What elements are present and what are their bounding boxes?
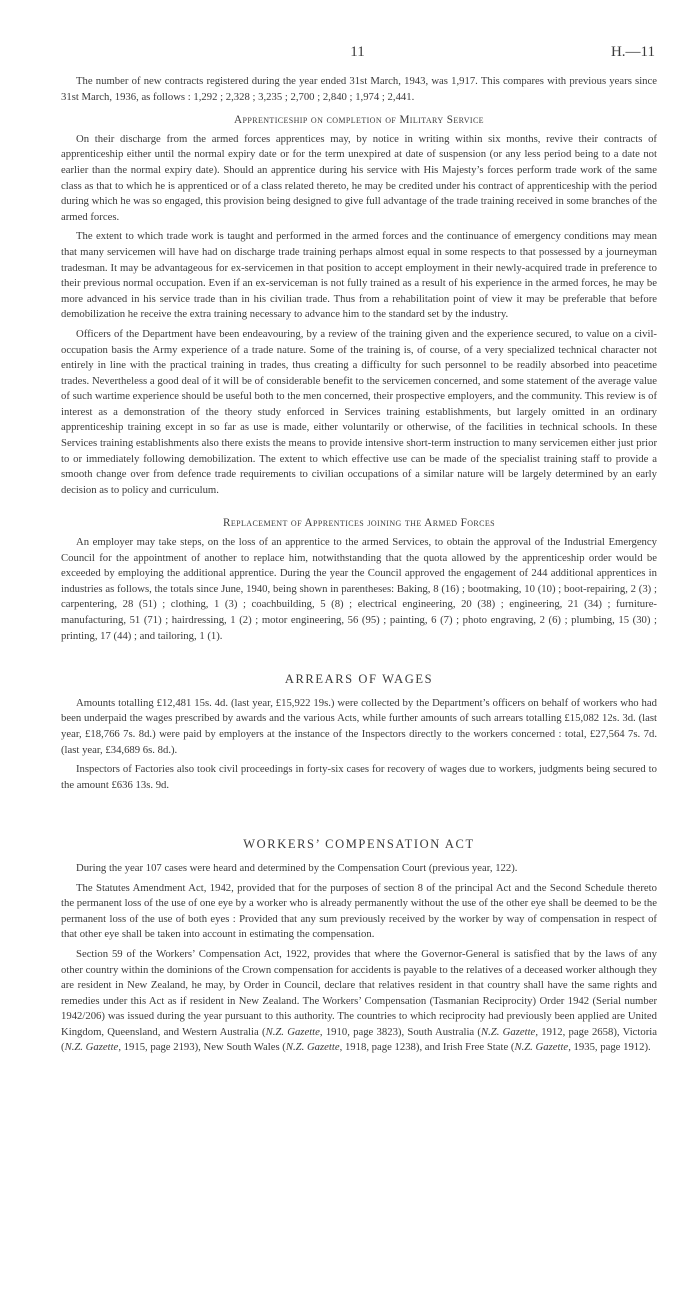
gazette-citation: N.Z. Gazette	[285, 1041, 340, 1054]
paragraph: During the year 107 cases were heard and determined by the Compensation Court (previous year, 122).	[76, 861, 518, 874]
paragraph: Inspectors of Factories also took civil proceedings in forty-six cases for recovery of wages due to workers, judgments being secured to the amount £636 13s. 9d.	[61, 763, 657, 791]
page-number: 11	[350, 44, 365, 60]
gazette-citation: N.Z. Gazette	[265, 1025, 320, 1038]
paragraph-reciprocity	[61, 947, 657, 1056]
text-run: , 1915, page 2193), New South Wales (	[118, 1041, 286, 1054]
page-body	[61, 74, 657, 1056]
text-run: , 1910, page 3823), South Australia (	[319, 1025, 481, 1038]
contracts-paragraph: The number of new contracts registered during the year ended 31st March, 1943, was 1,917. This compares with previous years since 31st March, 1936, as follows : 1,292 ; 2,328 ; 3,235 ; 2,700 ; 2,840 ; 1,974 ; 2,441.	[61, 75, 657, 103]
paragraph: Officers of the Department have been endeavouring, by a review of the training given and the experience secured, to value on a civil-occupation basis the Army experience of a trade nature. Some of the training is, of course, of a very specialized technical character not entirely in line with the practical training in trades, thus creating a difficulty for such personnel to be readily absorbed into peacetime trades. Nevertheless a good deal of it will be of considerable benefit to the servicemen concerned, and some statement of the average value of such wartime experience should be useful both to the men concerned, their prospective employers, and the community. This review is of interest as a demonstration of the theory study enforced in Services training establishments, but largely omitted in an ordinary apprenticeship training except in so far as use is made, either voluntarily or otherwise, of the facilities in technical schools. In these Services training establishments also there exists the means to provide intensive short-term instruction to many servicemen either just prior to or immediately following demobilization. The extent to which effective use can be made of the specialist training staff to provide a smooth change over from defence trade requirements to civilian occupations of a similar nature will be largely determined by an early decision as to policy and curriculum.	[61, 327, 657, 496]
page-header	[60, 44, 655, 64]
gazette-citation: N.Z. Gazette	[514, 1041, 569, 1054]
gazette-citation: N.Z. Gazette	[64, 1041, 119, 1054]
paragraph: Amounts totalling £12,481 15s. 4d. (last year, £15,922 19s.) were collected by the Department’s officers on behalf of workers who had been underpaid the wages prescribed by awards and the various Acts, while further amounts of such arrears totalling £15,082 12s. 3d. (last year, £18,766 7s. 8d.) were paid by employers at the instance of the Inspectors directly to the workers concerned : total, £27,564 7s. 7d. (last year, £34,689 6s. 8d.).	[61, 696, 657, 756]
section-heading-workers-compensation: WORKERS’ COMPENSATION ACT	[243, 837, 475, 852]
paragraph: On their discharge from the armed forces apprentices may, by notice in writing within six months, revive their contracts of apprenticeship either until the normal expiry date or for the term unexpired at date of suspension (or any less period being to a date not earlier than the normal expiry date). Should an apprentice during his service with His Majesty’s forces perform trade work of the same class as that to which he is apprenticed or of a class related thereto, he may be credited under his contract of apprenticeship with the period during which he was so engaged, this provision being designed to give full advantage of the trade training received in some branches of the armed forces.	[61, 132, 657, 223]
paragraph: The extent to which trade work is taught and performed in the armed forces and the continuance of emergency conditions may mean that many servicemen will have had on discharge trade training perhaps almost equal in some respects to that possessed by a journeyman tradesman. It may be advantageous for ex-servicemen in that position to accept employment in their newly-acquired trade in preference to their previous normal occupation. Even if an ex-serviceman is not fully trained as a result of his experience in the armed forces, he may be more advanced in his service trade than in his civilian trade. Thus from a rehabilitation point of view it may be preferable that before demobilization he receive the extra training necessary to advance him to the standard set by the industry.	[61, 230, 657, 321]
paragraph: An employer may take steps, on the loss of an apprentice to the armed Services, to obtain the approval of the Industrial Emergency Council for the appointment of another to replace him, notwithstanding that the quota allowed by the apprenticeship order would be exceeded by employing the additional apprentice. During the year the Council approved the engagement of 244 additional apprentices in industries as follows, the totals since June, 1940, being shown in parentheses: Baking, 8 (16) ; bootmaking, 10 (10) ; boot-repairing, 2 (3) ; carpentering, 28 (51) ; clothing, 1 (3) ; coachbuilding, 5 (8) ; electrical engineering, 20 (38) ; engineering, 21 (34) ; furniture-manufacturing, 51 (71) ; hairdressing, 1 (2) ; motor engineering, 56 (95) ; painting, 6 (7) ; photo engraving, 2 (6) ; plumbing, 15 (30) ; printing, 17 (44) ; and tailoring, 1 (1).	[61, 536, 657, 642]
section-heading-military-service: Apprenticeship on completion of Military Service	[234, 114, 484, 127]
text-run: , 1918, page 1238), and Irish Free State (	[339, 1041, 515, 1054]
document-reference: H.—11	[610, 44, 655, 60]
text-run: Section 59 of the Workers’ Compensation Act, 1922, provides that where the Governor-General is satisfied that by the laws of any other country within the dominions of the Crown compensation for accidents is payable to the relatives of a deceased worker although they are resident in New Zealand, he may, by Order in Council, declare that relatives resident in that country shall have the same rights and remedies under this Act as if resident in New Zealand. The Workers’ Compensation (Tasmanian Reciprocity) Order 1942 (Serial number 1942/206) was issued during the year pursuant to this authority. The countries to which reciprocity had previously been applied are United Kingdom, Queensland, and Western Australia (	[61, 947, 657, 1038]
text-run: , 1935, page 1912).	[568, 1041, 651, 1054]
paragraph: The Statutes Amendment Act, 1942, provided that for the purposes of section 8 of the principal Act and the Second Schedule thereto the permanent loss of the use of one eye by a worker who is already permanently without the use of the other eye shall be deemed to be the permanent loss of the use of both eyes : Provided that any sum previously received by the worker by way of compensation in respect of that other eye shall be taken into account in estimating the compensation.	[61, 881, 657, 941]
section-heading-arrears: ARREARS OF WAGES	[284, 672, 434, 687]
text-run: , 1912, page 2658), Victoria (	[61, 1025, 657, 1054]
section-heading-replacement: Replacement of Apprentices joining the Armed Forces	[222, 517, 496, 530]
gazette-citation: N.Z. Gazette	[480, 1025, 536, 1038]
